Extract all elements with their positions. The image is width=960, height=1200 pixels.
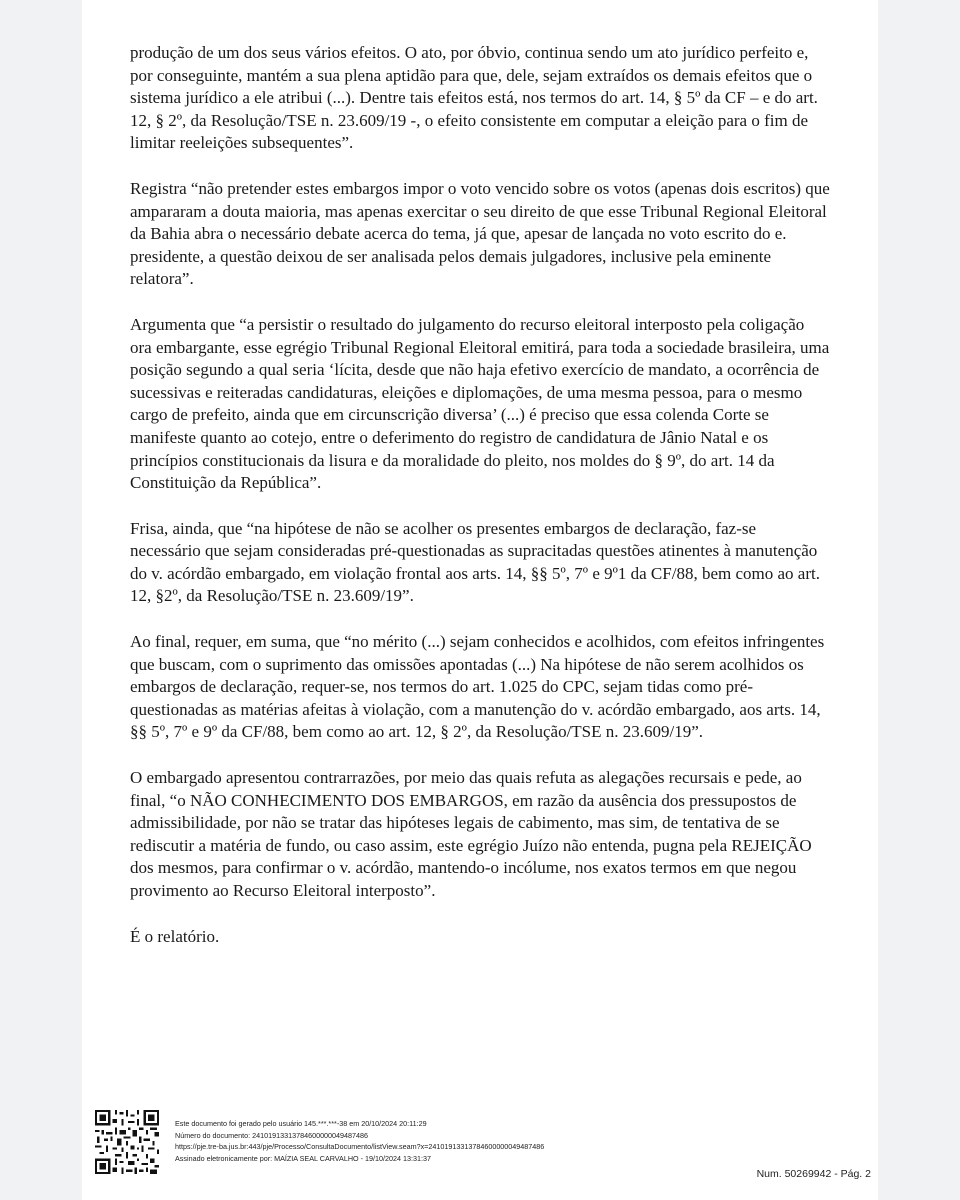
qr-code-icon xyxy=(95,1110,159,1174)
page-number: Num. 50269942 - Pág. 2 xyxy=(756,1168,871,1180)
document-footer xyxy=(82,1108,878,1188)
document-number-line: Número do documento: 24101913313784600000049487486 xyxy=(175,1130,369,1140)
paragraph-3: Argumenta que “a persistir o resultado do julgamento do recurso eleitoral interposto pela coligação ora embargante, esse egrégio Tribunal Regional Eleitoral emitirá, para toda a sociedade brasileira, uma posição segundo a qual seria ‘lícita, desde que não haja efetivo exercício de mandato, a ocorrência de sucessivas e reiteradas candidaturas, eleições e diplomações, de uma mesma pessoa, para o mesmo cargo de prefeito, ainda que em circunscrição diversa’ (...) é preciso que essa colenda Corte se manifeste quanto ao cotejo, entre o deferimento do registro de candidatura de Jânio Natal e os princípios constitucionais da lisura e da moralidade do pleito, nos moldes do § 9º, do art. 14 da Constituição da República”. xyxy=(130,314,830,493)
document-page xyxy=(82,0,878,1200)
paragraph-5: Ao final, requer, em suma, que “no mérito (...) sejam conhecidos e acolhidos, com efeitos infringentes que buscam, com o suprimento das omissões apontadas (...) Na hipótese de não serem acolhidos os embargos de declaração, requer-se, nos termos do art. 1.025 do CPC, sejam tidas como pré-questionadas as matérias afeitas à violação, com a manutenção do v. acórdão embargado, aos arts. 14, §§ 5º, 7º e 9º da CF/88, bem como ao art. 12, § 2º, da Resolução/TSE n. 23.609/19”. xyxy=(130,632,825,742)
generated-by-line: Este documento foi gerado pelo usuário 145.***.***-38 em 20/10/2024 20:11:29 xyxy=(175,1119,427,1128)
closing-line: É o relatório. xyxy=(130,926,220,946)
paragraph-6: O embargado apresentou contrarrazões, por meio das quais refuta as alegações recursais e pede, ao final, “o NÃO CONHECIMENTO DOS EMBARGOS, em razão da ausência dos pressupostos de admissibilidade, por não se tratar das hipóteses legais de cabimento, mas sim, de tentativa de se rediscutir a matéria de fundo, ou caso assim, este egrégio Juízo não entenda, pugna pela REJEIÇÃO dos mesmos, para confirmar o v. acórdão, mantendo-o incólume, nos exatos termos em que negou provimento ao Recurso Eleitoral interposto”. xyxy=(130,768,812,900)
paragraph-2: Registra “não pretender estes embargos impor o voto vencido sobre os votos (apenas dois escritos) que ampararam a douta maioria, mas apenas exercitar o seu direito de que esse Tribunal Regional Eleitoral da Bahia abra o necessário debate acerca do tema, já que, apesar de lançada no voto escrito do e. presidente, a questão deixou de ser analisada pelos demais julgadores, inclusive pela eminente relatora”. xyxy=(130,178,830,289)
document-body xyxy=(130,42,830,971)
paragraph-4: Frisa, ainda, que “na hipótese de não se acolher os presentes embargos de declaração, faz-se necessário que sejam consideradas pré-questionadas as supracitadas questões atinentes à manutenção do v. acórdão embargado, em violação frontal aos arts. 14, §§ 5º, 7º e 9º1 da CF/88, bem como ao art. 12, §2º, da Resolução/TSE n. 23.609/19”. xyxy=(130,518,820,606)
footer-metadata xyxy=(175,1118,544,1164)
document-url-line[interactable]: https://pje.tre-ba.jus.br:443/pje/Processo/ConsultaDocumento/listView.seam?x=24101913313784600000049487486 xyxy=(175,1142,545,1152)
paragraph-1: produção de um dos seus vários efeitos. O ato, por óbvio, continua sendo um ato jurídico perfeito e, por conseguinte, mantém a sua plena aptidão para que, dele, sejam extraídos os demais efeitos que o sistema jurídico a ele atribui (...). Dentre tais efeitos está, nos termos do art. 14, § 5º da CF – e do art. 12, § 2º, da Resolução/TSE n. 23.609/19 -, o efeito consistente em computar a eleição para o fim de limitar reeleições subsequentes”. xyxy=(130,43,818,153)
signature-line: Assinado eletronicamente por: MAÍZIA SEAL CARVALHO - 19/10/2024 13:31:37 xyxy=(175,1153,431,1163)
